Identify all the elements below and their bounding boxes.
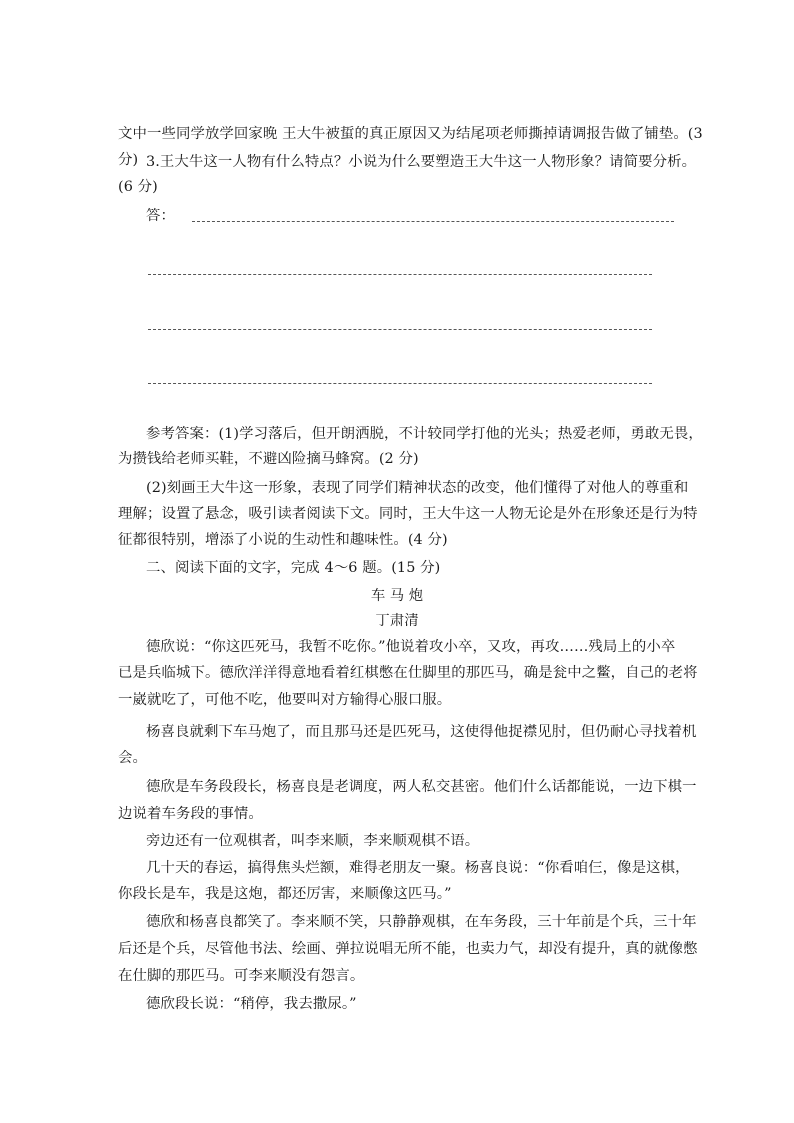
- reference-answer-line: 为攒钱给老师买鞋，不避凶险摘马蜂窝。(2 分): [118, 451, 419, 467]
- story-line: 旁边还有一位观棋者，叫李来顺，李来顺观棋不语。: [146, 833, 480, 849]
- reference-answer-line: (2)刻画王大牛这一形象，表现了同学们精神状态的改变，他们懂得了对他人的尊重和: [146, 480, 689, 496]
- paragraph-line: 分): [118, 152, 139, 168]
- reference-answer-line: 参考答案：(1)学习落后，但开朗洒脱，不计较同学打他的光头；热爱老师，勇敢无畏，: [146, 426, 703, 442]
- story-line: 一崴就吃了，可他不吃，他要叫对方输得心服口服。: [118, 692, 452, 708]
- story-line: 德欣说：“你这匹死马，我暂不吃你。”他说着攻小卒，又攻，再攻……残局上的小卒: [146, 639, 676, 655]
- story-author: 丁肃清: [375, 613, 419, 629]
- story-line: 边说着车务段的事情。: [118, 806, 263, 822]
- story-line: 在仕脚的那匹马。可李来顺没有怨言。: [118, 968, 365, 984]
- story-line: 杨喜良就剩下车马炮了，而且那马还是匹死马，这使得他捉襟见肘，但仍耐心寻找着机: [146, 724, 697, 740]
- story-line: 会。: [118, 750, 147, 766]
- reference-answer-line: 征都很特别，增添了小说的生动性和趣味性。(4 分): [118, 532, 448, 548]
- answer-blank-line[interactable]: [148, 274, 652, 275]
- story-line: 德欣和杨喜良都笑了。李来顺不笑，只静静观棋，在车务段，三十年前是个兵，三十年: [146, 914, 697, 930]
- reference-answer-line: 理解；设置了悬念，吸引读者阅读下文。同时，王大牛这一人物无论是外在形象还是行为特: [118, 506, 698, 522]
- story-line: 已是兵临城下。德欣洋洋得意地看着红棋憋在仕脚里的那匹马，确是瓮中之鳖，自己的老将: [118, 665, 698, 681]
- story-line: 后还是个兵，尽管他书法、绘画、弹拉说唱无所不能，也卖力气，却没有提升，真的就像憋: [118, 941, 698, 957]
- answer-label: 答：: [146, 208, 175, 224]
- question-3-line: 3.王大牛这一人物有什么特点？小说为什么要塑造王大牛这一人物形象？请简要分析。: [146, 154, 697, 170]
- story-title: 车 马 炮: [370, 588, 424, 604]
- story-line: 德欣段长说：“稍停，我去撒尿。”: [146, 996, 357, 1012]
- answer-blank-line[interactable]: [148, 329, 652, 330]
- answer-blank-line[interactable]: [192, 221, 674, 222]
- section-heading: 二、阅读下面的文字，完成 4～6 题。(15 分): [146, 560, 441, 576]
- answer-blank-line[interactable]: [148, 383, 652, 384]
- paragraph-line: 文中一些同学放学回家晚 王大牛被蜇的真正原因又为结尾项老师撕掉请调报告做了铺垫。(3: [118, 126, 703, 142]
- story-line: 你段长是车，我是这炮，都还厉害，来顺像这匹马。”: [118, 886, 452, 902]
- story-line: 德欣是车务段段长，杨喜良是老调度，两人私交甚密。他们什么话都能说，一边下棋一: [146, 779, 697, 795]
- story-line: 几十天的春运，搞得焦头烂额，难得老朋友一聚。杨喜良说：“你看咱仨，像是这棋，: [146, 860, 690, 876]
- question-3-score: (6 分): [118, 179, 158, 195]
